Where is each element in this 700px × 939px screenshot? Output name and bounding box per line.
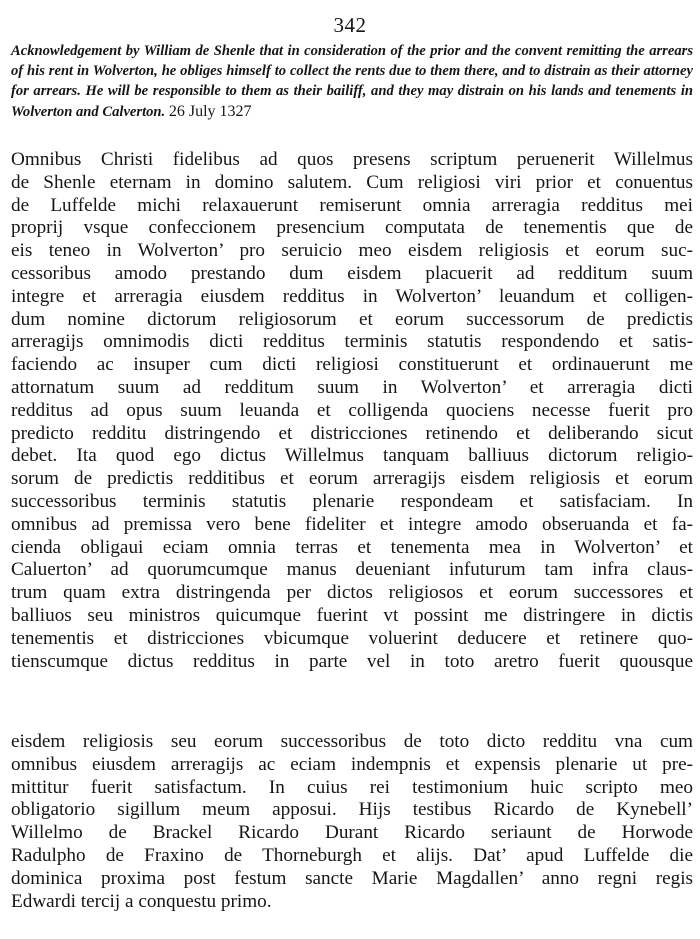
text-line: Omnibus Christi fidelibus ad quos presens scriptum peruenerit Willelmus [11, 149, 693, 170]
text-line: cienda obligaui eciam omnia terras et tenementa mea in Wolverton’ et [11, 536, 693, 558]
text-line: successoribus terminis statutis plenarie respondeam et satisfaciam. In [11, 490, 693, 512]
text-line: de Shenle eternam in domino salutem. Cum religiosi viri prior et conuentus [11, 171, 693, 193]
text-line: Edwardi tercij a conquestu primo. [11, 890, 272, 912]
text-line: omnibus ad premissa vero bene fideliter et integre amodo obseruanda et fa- [11, 513, 693, 535]
text-line: cessoribus amodo prestando dum eisdem placuerit ad redditum suum [11, 262, 693, 284]
text-line: attornatum suum ad redditum suum in Wolverton’ et arreragia dicti [11, 376, 693, 398]
text-line: sorum de predictis redditibus et eorum arreragijs eisdem religiosis et eorum [11, 468, 693, 490]
charter-text-part-2 [11, 731, 693, 913]
heading-date: 26 July 1327 [168, 102, 252, 120]
text-line: tienscumque dictus redditus in parte vel in toto aretro fuerit quousque [11, 650, 693, 672]
text-line: mittitur fuerit satisfactum. In cuius rei testimonium huic scripto meo [11, 776, 693, 798]
text-line: faciendo ac insuper cum dicti religiosi constituerunt et ordinauerunt me [11, 354, 693, 376]
text-line: de Luffelde michi relaxauerunt remiserunt omnia arreragia redditus mei [11, 194, 693, 216]
charter-text-part-1 [11, 149, 693, 673]
text-line: integre et arreragia eiusdem redditus in Wolverton’ leuandum et colligen- [11, 285, 693, 307]
text-line: obligatorio sigillum meum apposui. Hijs testibus Ricardo de Kynebell’ [11, 799, 693, 821]
text-line: eis teneo in Wolverton’ pro seruicio meo eisdem religiosis et eorum suc- [11, 240, 693, 262]
text-line: Caluerton’ ad quorumcumque manus deueniant infuturum tam infra claus- [11, 559, 693, 581]
text-line: redditus ad opus suum leuanda et colligenda quociens necesse fuerit pro [11, 399, 693, 421]
text-line: balliuos seu ministros quicumque fuerint vt possint me distringere in dictis [11, 604, 693, 626]
text-line: eisdem religiosis seu eorum successoribus de toto dicto redditu vna cum [11, 731, 693, 752]
text-line: predicto redditu distringendo et districciones retinendo et deliberando sicut [11, 422, 693, 444]
text-line: Willelmo de Brackel Ricardo Durant Ricardo seriaunt de Horwode [11, 822, 693, 844]
document-heading [11, 41, 693, 122]
text-line: dominica proxima post festum sancte Marie Magdallen’ anno regni regis [11, 867, 693, 889]
heading-summary: Acknowledgement by William de Shenle that in consideration of the prior and the convent remitting the arrears of his rent in Wolverton, he obliges himself to collect the rents due to them there, and to distrain as their attorney for arrears. He will be responsible to them as their bailiff, and they may distrain on his lands and tenements in Wolverton and Calverton. [11, 43, 693, 120]
page-number: 342 [333, 13, 367, 37]
text-line: debet. Ita quod ego dictus Willelmus tanquam balliuus dictorum religio- [11, 445, 693, 467]
text-line: tenementis et districciones vbicumque voluerint deducere et retinere quo- [11, 627, 693, 649]
text-line: arreragijs omnimodis dicti redditus terminis statutis respondendo et satis- [11, 331, 693, 353]
text-line: dum nomine dictorum religiosorum et eorum successorum de predictis [11, 308, 693, 330]
text-line: omnibus eiusdem arreragijs ac eciam indempnis et expensis plenarie ut pre- [11, 753, 693, 775]
text-line: Radulpho de Fraxino de Thorneburgh et alijs. Dat’ apud Luffelde die [11, 844, 693, 866]
text-line: trum quam extra distringenda per dictos religiosos et eorum successores et [11, 582, 693, 604]
text-line: proprij vsque confeccionem presencium computata de tenementis que de [11, 217, 693, 239]
